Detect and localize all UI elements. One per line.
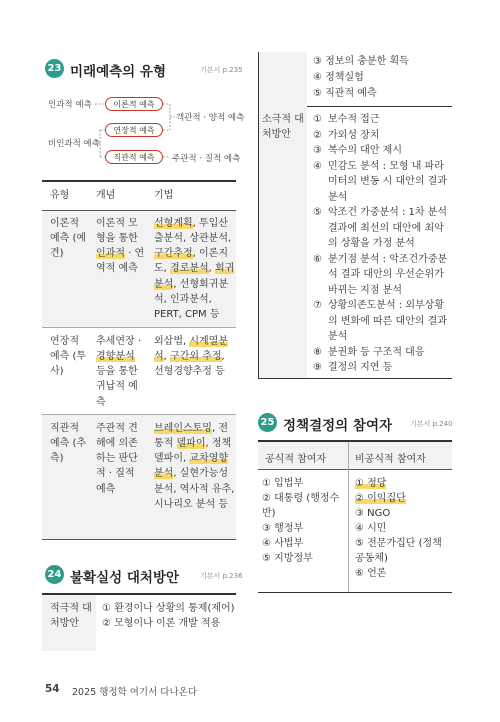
list-item: ② 대통령 (행정수반) xyxy=(262,493,340,519)
list-item: ④ 사법부 xyxy=(262,538,304,549)
list-item: ① 입법부 xyxy=(262,478,304,489)
section-title: 불확실성 대처방안 xyxy=(70,570,180,586)
page-number: 54 xyxy=(45,683,60,695)
official-header: 공식적 참여자 xyxy=(265,454,327,465)
list-item-text: 결정의 지연 등 xyxy=(328,362,393,373)
type-cell: 연장적 예측 (투사) xyxy=(42,327,92,414)
causal-prediction-label: 인과적 예측 xyxy=(48,100,92,110)
method-highlight: 경로분석 xyxy=(170,263,209,275)
list-item-highlight: ① 정당 xyxy=(355,478,387,489)
concept-highlight: 인과적 xyxy=(96,248,125,260)
list-item-text: 가외성 장치 xyxy=(328,129,380,141)
reference-text: 기본서 p.240 xyxy=(410,420,453,428)
list-item: ④ 시민 xyxy=(355,523,387,534)
section-title: 미래예측의 유형 xyxy=(70,64,166,80)
method-text: , 선형회귀분석, 인과분석, PERT, CPM 등 xyxy=(154,278,228,321)
method-text: , 투입산출분석, 상관분석, xyxy=(154,217,232,244)
list-item: ③ 행정부 xyxy=(262,523,304,534)
reference-text: 기본서 p.236 xyxy=(200,572,243,580)
method-highlight: 시계열분석 xyxy=(154,335,228,362)
objective-quantitative-label: 객관적 · 양적 예측 xyxy=(176,113,245,123)
prediction-types-table xyxy=(42,182,236,540)
header-method: 기법 xyxy=(148,182,236,210)
subjective-qualitative-label: 주관적 · 질적 예측 xyxy=(172,154,241,164)
concept-cell xyxy=(92,414,148,539)
type-cell: 이론적 예측 (예견) xyxy=(42,210,92,327)
list-item: ⑤ 전문가집단 (정책공동체) xyxy=(355,538,442,564)
list-item xyxy=(313,143,451,159)
list-item-number: ⑦ xyxy=(313,300,322,311)
noncausal-prediction-label: 비인과적 예측 xyxy=(48,139,100,149)
concept-text: 주관적 견해에 의존하는 판단적 · 질적 예측 xyxy=(96,422,138,495)
list-item-number: ① xyxy=(313,114,322,125)
intuitive-prediction-pill: 직관적 예측 xyxy=(105,150,163,164)
unofficial-list xyxy=(355,476,451,581)
list-item xyxy=(313,128,451,144)
label-column-bg xyxy=(259,52,307,378)
table-row xyxy=(42,595,236,651)
list-item xyxy=(313,112,451,128)
method-text: , xyxy=(163,350,171,362)
list-item xyxy=(313,159,451,206)
list-item xyxy=(355,491,451,506)
method-cell xyxy=(148,210,236,327)
list-item xyxy=(313,252,451,299)
list-item-number: ② xyxy=(313,129,322,141)
concept-cell xyxy=(92,210,148,327)
list-item xyxy=(355,476,451,491)
method-text: 외삽법, xyxy=(154,335,190,347)
method-text: , 선형경향추정 등 xyxy=(154,350,225,378)
unofficial-header: 비공식적 참여자 xyxy=(355,454,426,465)
list-item-text: 악조건 가중분석 : 1차 분석 결과에 최선의 대안에 최악의 상황을 가정 분석 xyxy=(328,207,448,249)
concept-highlight: 경향분석 xyxy=(96,350,135,362)
concept-text: · 연역적 예측 xyxy=(96,248,145,275)
uncertainty-table xyxy=(42,595,236,651)
list-item-number: ④ xyxy=(313,160,322,172)
list-item xyxy=(313,298,451,345)
list-item: ④ 정책실험 xyxy=(313,72,364,83)
list-item-text: 분권화 등 구조적 대응 xyxy=(328,346,425,358)
list-item: ③ NGO xyxy=(355,508,391,519)
right-table-bottom-rule xyxy=(258,378,452,379)
list-item-text: 보수적 접근 xyxy=(328,114,380,125)
list-item-number: ⑥ xyxy=(313,253,322,265)
method-highlight: 구간추정 xyxy=(154,248,193,260)
official-list xyxy=(262,476,346,566)
list-item-text: 민감도 분석 : 모형 내 파라미터의 변동 시 대안의 결과 분석 xyxy=(328,160,447,203)
method-text: , 정책델파이, xyxy=(154,437,232,465)
list-item-text: 상황의존도분석 : 외부상황의 변화에 따른 대안의 결과 분석 xyxy=(328,300,447,342)
method-highlight: 구간외 추정 xyxy=(170,350,222,362)
method-text: , 실현가능성 분석, 역사적 유추, 시나리오 분석 등 xyxy=(154,468,235,510)
concept-cell xyxy=(92,327,148,414)
table-row xyxy=(42,210,236,327)
list-item xyxy=(313,205,451,252)
active-coping-items xyxy=(96,595,236,651)
method-text: , 이론지도, xyxy=(154,248,228,275)
list-item xyxy=(313,360,451,376)
continued-items xyxy=(313,54,409,102)
method-cell xyxy=(148,414,236,539)
list-item-text: 복수의 대안 제시 xyxy=(328,145,402,156)
theoretical-prediction-pill: 이론적 예측 xyxy=(105,97,163,111)
reference-text: 기본서 p.235 xyxy=(200,66,243,74)
header-type: 유형 xyxy=(42,182,92,210)
method-cell xyxy=(148,327,236,414)
concept-text: 이론적 모형을 통한 xyxy=(96,217,138,244)
list-item xyxy=(313,345,451,361)
method-highlight: 델파이 xyxy=(176,437,206,449)
section-number-badge: 25 xyxy=(258,413,277,432)
list-item-number: ⑨ xyxy=(313,362,322,373)
passive-coping-label: 소극적 대처방안 xyxy=(262,114,304,140)
table-bottom-rule xyxy=(258,592,452,593)
book-title: 2025 행정학 여기서 다나온다 xyxy=(72,687,198,698)
concept-text: 추세연장 · xyxy=(96,335,141,347)
active-coping-label: 적극적 대처방안 xyxy=(42,595,96,651)
concept-text: 등을 통한 귀납적 예측 xyxy=(96,366,138,408)
method-highlight: 교차영향분석 xyxy=(154,453,228,480)
list-item: ⑤ 지방정부 xyxy=(262,553,313,564)
section-number-badge: 23 xyxy=(45,59,64,78)
method-highlight: 선형계획 xyxy=(154,217,193,229)
list-item: ⑥ 언론 xyxy=(355,568,387,579)
table-row xyxy=(42,414,236,539)
list-item: ③ 정보의 충분한 획득 xyxy=(313,56,409,67)
method-highlight: 브레인스토밍 xyxy=(154,422,212,434)
passive-coping-list xyxy=(313,112,451,376)
list-item-highlight: ② 이익집단 xyxy=(355,493,406,504)
participants-divider xyxy=(348,442,349,592)
list-item-number: ⑤ xyxy=(313,207,322,218)
section-title: 정책결정의 참여자 xyxy=(283,418,393,434)
header-concept: 개념 xyxy=(92,182,148,210)
list-item-number: ⑧ xyxy=(313,346,322,358)
method-text: , 전통적 xyxy=(154,422,228,449)
type-cell: 직관적 예측 (추측) xyxy=(42,414,92,539)
list-item-number: ③ xyxy=(313,145,322,156)
method-text: , xyxy=(208,263,216,275)
list-item: ① 환경이나 상황의 통제(제어) xyxy=(102,603,235,614)
list-item-text: 분기점 분석 : 악조건가중분석 결과 대안의 우선순위가 바뀌는 지점 분석 xyxy=(328,253,448,296)
extrapolative-prediction-pill: 연장적 예측 xyxy=(105,123,163,137)
method-highlight: 회귀분석 xyxy=(154,263,235,290)
list-item: ⑤ 직관적 예측 xyxy=(313,88,377,99)
section-number-badge: 24 xyxy=(45,565,64,584)
table-row xyxy=(42,327,236,414)
list-item: ② 모형이나 이론 개발 적용 xyxy=(102,618,221,630)
